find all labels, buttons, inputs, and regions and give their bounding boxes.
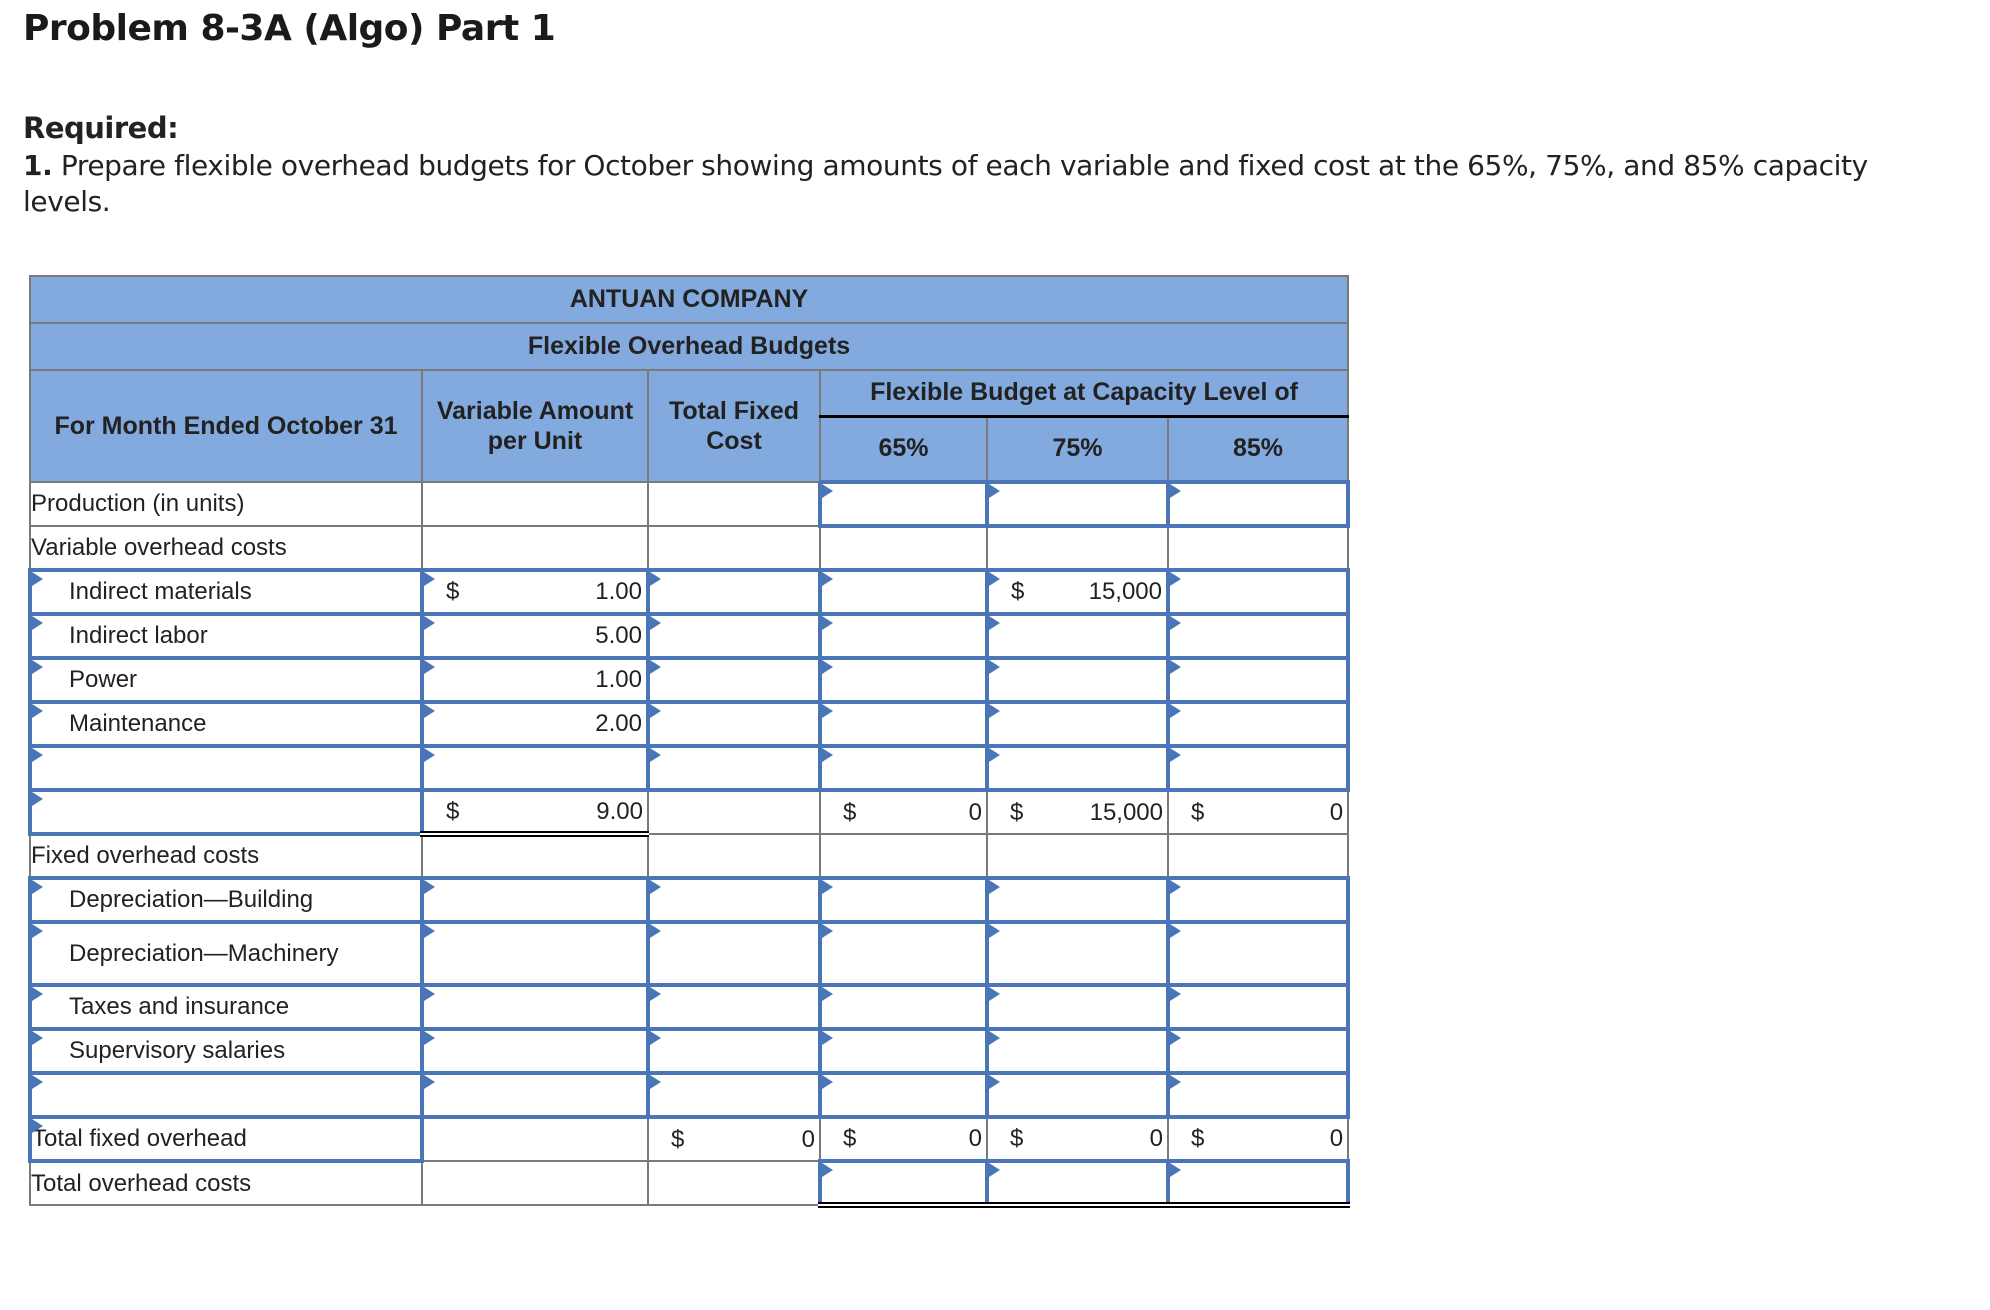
total-fixed-cell[interactable]	[648, 1073, 820, 1117]
level-75-cell[interactable]	[987, 1073, 1168, 1117]
amount	[649, 835, 819, 876]
total-fixed-cell[interactable]	[648, 878, 820, 922]
level-65-cell[interactable]	[820, 922, 987, 985]
variable-amount-cell[interactable]	[422, 1073, 648, 1117]
level-65-header: 65%	[820, 416, 987, 482]
amount	[1170, 704, 1346, 744]
amount	[988, 1119, 1167, 1159]
amount	[423, 483, 647, 525]
level-75-header: 75%	[987, 416, 1168, 482]
row-label-input[interactable]: Indirect materials	[30, 570, 422, 614]
amount	[650, 880, 818, 920]
amount	[989, 484, 1166, 524]
amount	[1169, 835, 1347, 876]
table-row	[30, 570, 1348, 614]
amount-value: 5.00	[595, 622, 642, 649]
instruction	[23, 148, 1943, 220]
amount	[1170, 572, 1346, 612]
amount	[1170, 1163, 1346, 1202]
currency-symbol: $	[843, 798, 857, 826]
row-label-input[interactable]: Depreciation—Machinery	[30, 922, 422, 985]
amount	[1170, 880, 1346, 920]
variable-amount-cell[interactable]	[422, 746, 648, 790]
level-65-cell	[820, 1117, 987, 1161]
currency-symbol: $	[1191, 1125, 1205, 1152]
level-85-cell[interactable]	[1168, 1161, 1348, 1205]
amount	[988, 528, 1167, 568]
table-row	[30, 1161, 1348, 1205]
amount-value: 0	[968, 1125, 982, 1152]
amount-value: 15,000	[1088, 578, 1162, 605]
level-85-cell[interactable]	[1168, 746, 1348, 790]
variable-amount-cell	[422, 1161, 648, 1205]
amount	[650, 924, 818, 983]
row-label-input[interactable]: Taxes and insurance	[30, 985, 422, 1029]
level-75-cell	[987, 1117, 1168, 1161]
table-row	[30, 526, 1348, 570]
total-fixed-header: Total Fixed Cost	[648, 370, 820, 482]
row-label-input[interactable]	[30, 1073, 422, 1117]
level-65-cell	[820, 834, 987, 878]
amount	[989, 616, 1166, 656]
level-65-cell[interactable]	[820, 1073, 987, 1117]
level-85-cell[interactable]	[1168, 1073, 1348, 1117]
level-75-cell[interactable]	[987, 985, 1168, 1029]
amount	[1170, 660, 1346, 700]
instruction-number: 1.	[23, 149, 53, 182]
variable-amount-cell[interactable]	[422, 570, 648, 614]
amount	[989, 1031, 1166, 1071]
row-label-input[interactable]: Depreciation—Building	[30, 878, 422, 922]
amount	[1170, 1075, 1346, 1115]
level-75-cell[interactable]	[987, 482, 1168, 526]
row-label-input[interactable]	[30, 746, 422, 790]
amount	[989, 704, 1166, 744]
amount	[1170, 924, 1346, 983]
amount	[822, 1163, 985, 1202]
amount	[822, 987, 985, 1027]
amount	[650, 572, 818, 612]
row-label-input[interactable]	[30, 790, 422, 834]
amount	[821, 835, 986, 876]
variable-amount-cell[interactable]	[422, 1029, 648, 1073]
level-85-cell[interactable]	[1168, 614, 1348, 658]
total-fixed-cell[interactable]	[648, 1029, 820, 1073]
variable-amount-cell	[422, 1117, 648, 1161]
level-65-cell	[820, 526, 987, 570]
amount	[822, 924, 985, 983]
row-label: Variable overhead costs	[30, 526, 422, 570]
table-row	[30, 746, 1348, 790]
amount	[988, 835, 1167, 876]
level-85-cell[interactable]	[1168, 482, 1348, 526]
amount	[822, 572, 985, 612]
level-65-cell[interactable]	[820, 746, 987, 790]
amount	[1169, 792, 1347, 833]
level-85-cell[interactable]	[1168, 702, 1348, 746]
amount	[821, 528, 986, 568]
currency-symbol: $	[843, 1125, 857, 1152]
variable-amount-cell[interactable]	[422, 985, 648, 1029]
amount	[989, 1163, 1166, 1202]
amount	[989, 924, 1166, 983]
level-85-cell[interactable]	[1168, 878, 1348, 922]
table-row	[30, 1073, 1348, 1117]
level-85-cell[interactable]	[1168, 1029, 1348, 1073]
amount	[650, 1031, 818, 1071]
amount	[822, 1031, 985, 1071]
total-fixed-cell	[648, 482, 820, 526]
amount-value: 0	[1149, 1125, 1163, 1152]
currency-symbol: $	[446, 578, 460, 605]
amount	[424, 748, 646, 788]
amount-value: 0	[1329, 1125, 1344, 1152]
amount	[424, 792, 647, 831]
variable-amount-cell	[422, 526, 648, 570]
amount	[989, 987, 1166, 1027]
currency-symbol: $	[1010, 1125, 1024, 1152]
level-75-cell[interactable]	[987, 658, 1168, 702]
row-label-input[interactable]: Total fixed overhead	[30, 1117, 422, 1161]
currency-symbol: $	[446, 797, 460, 825]
amount	[423, 1162, 647, 1204]
level-75-cell[interactable]	[987, 614, 1168, 658]
level-75-cell[interactable]	[987, 922, 1168, 985]
amount	[424, 987, 646, 1027]
amount	[822, 880, 985, 920]
total-fixed-cell[interactable]	[648, 658, 820, 702]
total-fixed-cell[interactable]	[648, 614, 820, 658]
currency-symbol: $	[1191, 798, 1205, 826]
amount-value: 1.00	[595, 666, 642, 693]
amount	[1170, 748, 1346, 788]
amount	[822, 616, 985, 656]
amount	[423, 527, 647, 568]
total-fixed-cell	[648, 1117, 820, 1161]
period-header: For Month Ended October 31	[30, 370, 422, 482]
amount-value: 2.00	[595, 710, 642, 737]
instruction-text: Prepare flexible overhead budgets for October showing amounts of each variable and fixed cost at the 65%, 75%, and 85% capacity levels.	[23, 149, 1868, 218]
amount	[822, 748, 985, 788]
row-label: Fixed overhead costs	[30, 834, 422, 878]
amount	[989, 660, 1166, 700]
total-fixed-cell[interactable]	[648, 922, 820, 985]
variable-amount-cell	[422, 790, 648, 834]
table-row	[30, 922, 1348, 985]
level-75-cell[interactable]	[987, 1029, 1168, 1073]
level-65-cell[interactable]	[820, 482, 987, 526]
amount-value: 15,000	[1089, 798, 1163, 826]
level-85-cell[interactable]	[1168, 570, 1348, 614]
level-85-cell	[1168, 790, 1348, 834]
table-row	[30, 614, 1348, 658]
total-fixed-cell[interactable]	[648, 702, 820, 746]
level-65-cell[interactable]	[820, 658, 987, 702]
table-row	[30, 878, 1348, 922]
row-label-input[interactable]: Power	[30, 658, 422, 702]
variable-amount-cell[interactable]	[422, 614, 648, 658]
amount	[424, 572, 646, 612]
level-75-cell[interactable]	[987, 1161, 1168, 1205]
level-75-cell[interactable]	[987, 702, 1168, 746]
amount	[424, 1119, 647, 1160]
amount	[650, 660, 818, 700]
variable-amount-cell	[422, 482, 648, 526]
table-row	[30, 702, 1348, 746]
variable-amount-cell[interactable]	[422, 922, 648, 985]
amount	[424, 616, 646, 656]
flexible-budget-table	[28, 275, 1350, 1208]
amount	[649, 483, 818, 525]
amount	[424, 1031, 646, 1071]
amount	[424, 1075, 646, 1115]
level-65-cell[interactable]	[820, 614, 987, 658]
variable-amount-cell[interactable]	[422, 702, 648, 746]
currency-symbol: $	[1011, 578, 1025, 605]
amount-value: 1.00	[595, 578, 642, 605]
amount	[989, 572, 1166, 612]
level-85-cell[interactable]	[1168, 922, 1348, 985]
level-75-cell[interactable]	[987, 878, 1168, 922]
amount	[821, 792, 986, 833]
amount-value: 0	[1329, 798, 1344, 826]
amount	[424, 880, 646, 920]
amount	[649, 527, 819, 568]
total-fixed-cell	[648, 790, 820, 834]
row-label-input[interactable]: Maintenance	[30, 702, 422, 746]
level-85-cell	[1168, 1117, 1348, 1161]
table-row	[30, 658, 1348, 702]
level-65-cell[interactable]	[820, 570, 987, 614]
level-65-cell[interactable]	[820, 1029, 987, 1073]
total-fixed-cell	[648, 1161, 820, 1205]
variable-amount-cell[interactable]	[422, 658, 648, 702]
level-75-cell	[987, 834, 1168, 878]
row-label-input[interactable]: Indirect labor	[30, 614, 422, 658]
amount	[650, 1075, 818, 1115]
amount	[989, 1075, 1166, 1115]
amount	[1170, 1031, 1346, 1071]
amount	[424, 924, 646, 983]
company-name: ANTUAN COMPANY	[30, 276, 1348, 323]
level-85-cell	[1168, 834, 1348, 878]
level-75-cell[interactable]	[987, 746, 1168, 790]
amount	[649, 792, 819, 833]
level-85-cell[interactable]	[1168, 985, 1348, 1029]
amount	[822, 660, 985, 700]
currency-symbol: $	[1010, 798, 1024, 826]
table-row	[30, 1029, 1348, 1073]
level-65-cell[interactable]	[820, 702, 987, 746]
amount	[822, 1075, 985, 1115]
table-row	[30, 1117, 1348, 1161]
amount-value: 0	[968, 798, 982, 826]
level-85-cell	[1168, 526, 1348, 570]
level-65-cell[interactable]	[820, 1161, 987, 1205]
total-fixed-cell[interactable]	[648, 985, 820, 1029]
amount	[650, 987, 818, 1027]
required-label: Required:	[23, 111, 179, 145]
table-row	[30, 985, 1348, 1029]
total-fixed-cell[interactable]	[648, 570, 820, 614]
total-fixed-cell	[648, 834, 820, 878]
amount	[1170, 484, 1346, 524]
level-75-cell[interactable]	[987, 570, 1168, 614]
total-fixed-cell[interactable]	[648, 746, 820, 790]
level-65-cell[interactable]	[820, 878, 987, 922]
level-85-header: 85%	[1168, 416, 1348, 482]
amount	[650, 704, 818, 744]
amount	[424, 660, 646, 700]
amount	[989, 880, 1166, 920]
variable-amount-cell	[422, 834, 648, 878]
level-65-cell[interactable]	[820, 985, 987, 1029]
amount	[424, 704, 646, 744]
level-75-cell	[987, 526, 1168, 570]
amount	[649, 1119, 819, 1160]
level-75-cell	[987, 790, 1168, 834]
amount	[1169, 528, 1347, 568]
table-row	[30, 790, 1348, 834]
amount	[650, 616, 818, 656]
amount	[989, 748, 1166, 788]
page-title: Problem 8-3A (Algo) Part 1	[23, 8, 556, 49]
amount	[650, 748, 818, 788]
table-row	[30, 482, 1348, 526]
amount	[822, 484, 985, 524]
amount	[821, 1119, 986, 1159]
amount	[1169, 1119, 1347, 1159]
level-85-cell[interactable]	[1168, 658, 1348, 702]
level-65-cell	[820, 790, 987, 834]
amount-value: 9.00	[596, 797, 643, 825]
currency-symbol: $	[671, 1125, 685, 1153]
amount	[988, 792, 1167, 833]
flexible-budget-header: Flexible Budget at Capacity Level of	[820, 370, 1348, 416]
amount-value: 0	[801, 1125, 815, 1153]
amount	[1170, 616, 1346, 656]
amount	[822, 704, 985, 744]
amount	[423, 837, 647, 876]
variable-amount-cell[interactable]	[422, 878, 648, 922]
table-row	[30, 834, 1348, 878]
amount	[1170, 987, 1346, 1027]
amount	[649, 1162, 818, 1204]
variable-amount-header: Variable Amount per Unit	[422, 370, 648, 482]
row-label: Total overhead costs	[30, 1161, 422, 1205]
row-label: Production (in units)	[30, 482, 422, 526]
total-fixed-cell	[648, 526, 820, 570]
report-title: Flexible Overhead Budgets	[30, 323, 1348, 370]
row-label-input[interactable]: Supervisory salaries	[30, 1029, 422, 1073]
